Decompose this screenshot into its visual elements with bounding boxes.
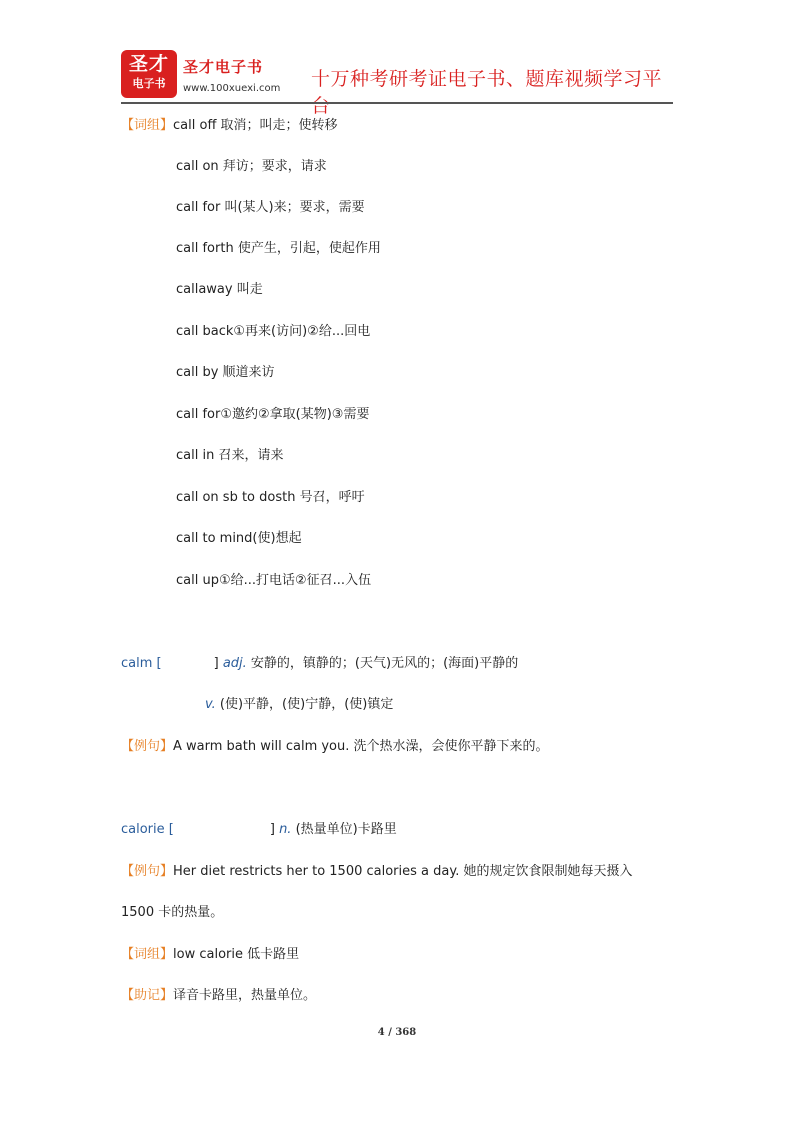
entry-calorie-example-cont: 1500 卡的热量。 [121, 905, 224, 920]
phrase-line: call in 召来，请来 [176, 448, 284, 463]
definition: (热量单位)卡路里 [295, 822, 397, 837]
brand-logo [121, 50, 177, 98]
bracket-close: ] [213, 656, 219, 671]
part-of-speech: adj. [222, 656, 247, 671]
phrase-line: call on 拜访；要求，请求 [176, 159, 327, 174]
entry-calorie-memo [121, 987, 316, 1005]
phrase-text: low calorie 低卡路里 [173, 947, 300, 962]
headword: calm [ [121, 656, 162, 671]
entry-calm-verb [205, 696, 393, 714]
phrase-line: callaway 叫走 [176, 282, 263, 297]
phrase-line: call for①邀约②拿取(某物)③需要 [176, 407, 370, 422]
phrase-tag: 【词组】 [121, 118, 174, 133]
entry-calm-headword [121, 655, 518, 673]
phrase-line: call back①再来(访问)②给...回电 [176, 324, 371, 339]
brand-name: 圣才电子书 [183, 58, 264, 76]
example-tag: 【例句】 [121, 864, 174, 879]
phrase-line: call forth 使产生，引起，使起作用 [176, 241, 381, 256]
page-header [121, 50, 673, 117]
headword: calorie [ [121, 822, 174, 837]
entry-calorie-example [121, 863, 632, 881]
brand-block [183, 56, 280, 94]
phrase-line [121, 117, 338, 135]
part-of-speech: v. [205, 697, 216, 712]
memo-text: 译音卡路里，热量单位。 [173, 988, 317, 1003]
brand-url[interactable]: www.100xuexi.com [183, 83, 281, 94]
entry-calorie-phrase [121, 946, 299, 964]
phrase-text: call off 取消；叫走；使转移 [173, 118, 338, 133]
phrase-line: call to mind(使)想起 [176, 531, 302, 546]
example-tag: 【例句】 [121, 739, 174, 754]
definition: 安静的，镇静的；(天气)无风的；(海面)平静的 [250, 656, 519, 671]
example-text: Her diet restricts her to 1500 calories a day. 她的规定饮食限制她每天摄入 [173, 864, 633, 879]
phrase-line: call on sb to dosth 号召，呼吁 [176, 490, 365, 505]
phrase-line: call up①给...打电话②征召...入伍 [176, 573, 372, 588]
header-divider [121, 102, 673, 104]
phrase-line: call for 叫(某人)来；要求，需要 [176, 200, 365, 215]
part-of-speech: n. [279, 822, 292, 837]
bracket-close: ] [269, 822, 275, 837]
page-number: 4 / 368 [377, 1027, 417, 1038]
logo-line2: 电子书 [132, 77, 166, 90]
memo-tag: 【助记】 [121, 988, 174, 1003]
phrase-line: call by 顺道来访 [176, 365, 275, 380]
entry-calm-example [121, 738, 549, 756]
phrase-tag: 【词组】 [121, 947, 174, 962]
definition: (使)平静，(使)宁静，(使)镇定 [219, 697, 394, 712]
header-slogan: 十万种考研考证电子书、题库视频学习平台 [311, 68, 663, 117]
entry-calorie-headword [121, 821, 397, 839]
example-text: A warm bath will calm you. 洗个热水澡，会使你平静下来的。 [173, 739, 549, 754]
logo-line1: 圣才 [128, 53, 169, 75]
